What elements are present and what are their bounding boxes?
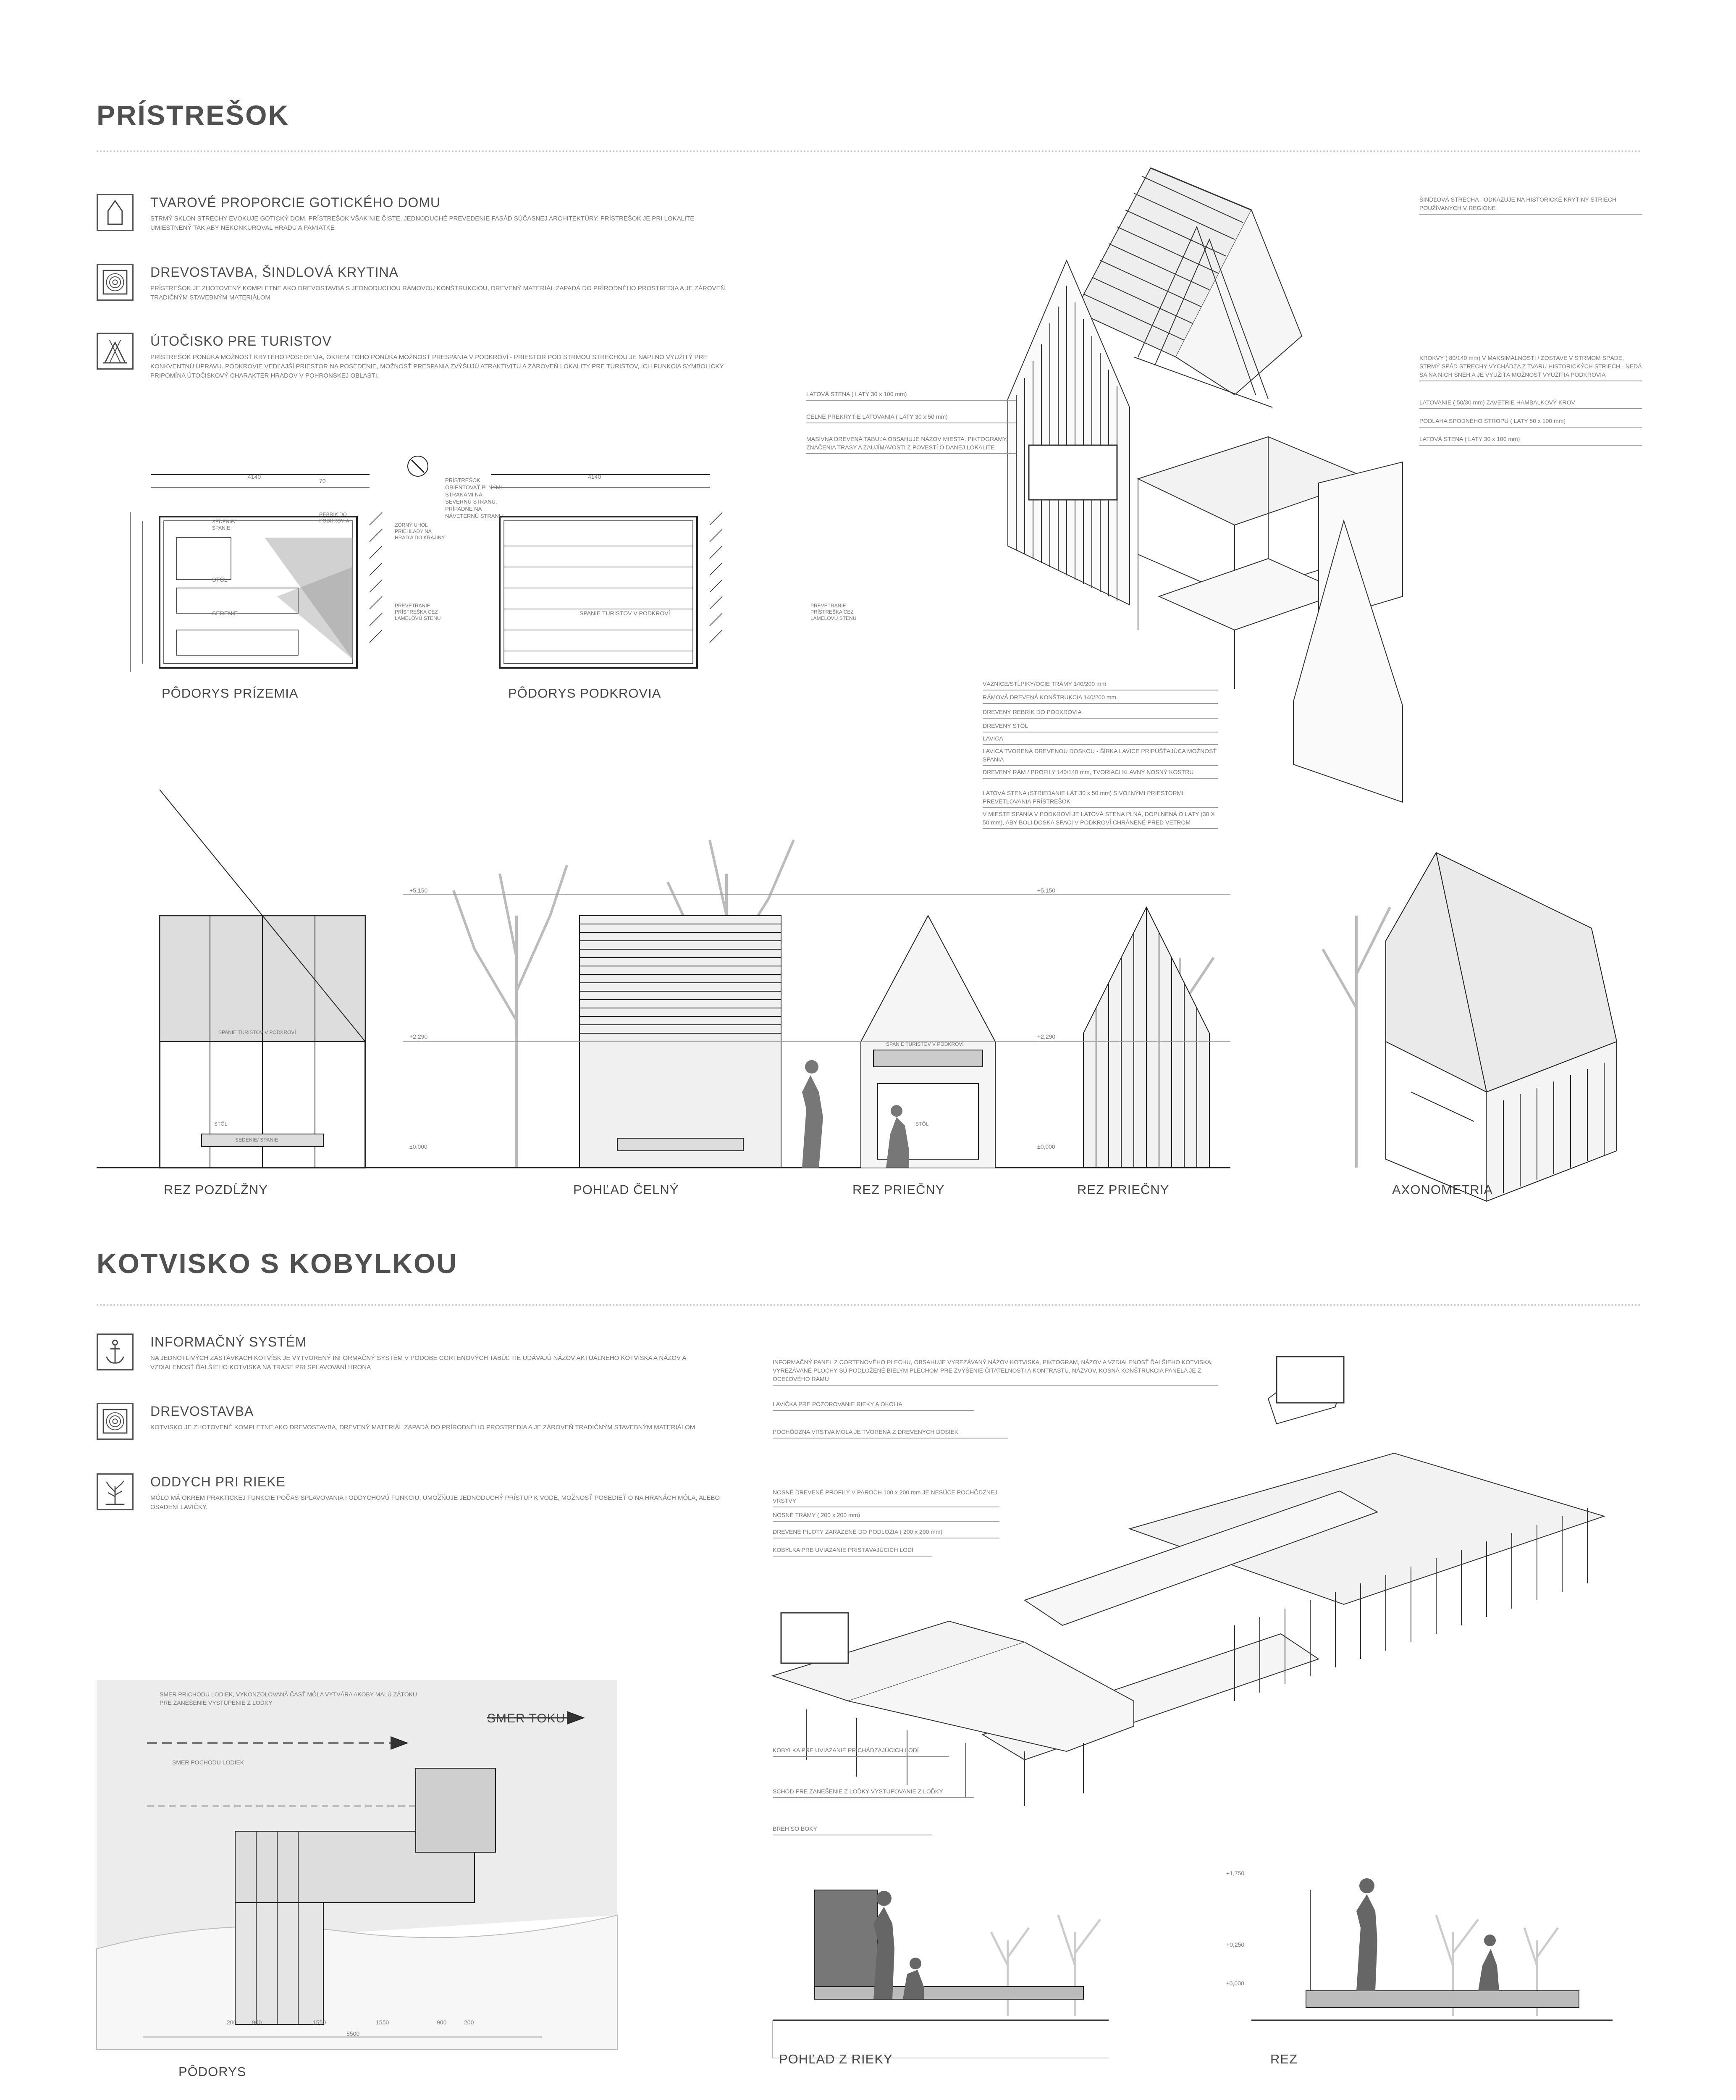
axon-label: LAVICA xyxy=(983,734,1218,745)
axon-label: LATOVÁ STENA ( LATY 30 x 100 mm) xyxy=(1419,435,1642,446)
label-bench: SEDENIE xyxy=(212,610,238,617)
feature-gothic-proportions xyxy=(97,194,722,249)
elev-label-bench: SEDENIE/ SPANIE xyxy=(235,1137,278,1143)
label-ventilation: PREVETRANIE PRÍSTREŠKA CEZ LAMELOVÚ STENU xyxy=(810,603,857,621)
shelter-elevations xyxy=(97,790,1650,1184)
section-divider xyxy=(97,1304,1642,1306)
caption-section-long: REZ POZDĹŽNY xyxy=(164,1182,268,1197)
dim-total: 4140 xyxy=(248,473,261,480)
plan-dim: 900 xyxy=(252,2019,262,2026)
tree-icon xyxy=(97,1473,134,1510)
mooring-axon-label: INFORMAČNÝ PANEL Z CORTENOVÉHO PLECHU, OBSAHUJE VYREZÁVANÝ NÁZOV KOTVISKA, PIKTOGRAM, NÁZOV A VZDIALENOSŤ ĎALŠIEHO KOTVISKA, VYREZÁVANÉ PLOCHY SÚ PODLOŽENÉ BIELYM PLECHOM PRE ZVÝŠENIE ČITATEĽNOSTI A KONTRASTU, NÁZVOV, KOSNÁ KONŠTRUKCIA PANELA JE Z OCEĽOVÉHO RÁMU xyxy=(773,1358,1218,1386)
plan-dim: 200 xyxy=(227,2019,237,2026)
plan-dim: 1550 xyxy=(313,2019,326,2026)
label-sleeping: SPANIE TURISTOV V PODKROVÍ xyxy=(580,610,670,617)
elev-mark-ground: ±0,000 xyxy=(409,1143,427,1150)
caption-cross-section: REZ PRIEČNY xyxy=(1077,1182,1170,1197)
mooring-views xyxy=(773,1865,1646,2058)
wood-rings-icon xyxy=(97,264,134,301)
axon-label: RÁMOVÁ DREVENÁ KONŠTRUKCIA 140/200 mm xyxy=(983,693,1218,704)
dim-edge: 70 xyxy=(319,478,326,484)
feature-title: INFORMAČNÝ SYSTÉM xyxy=(150,1334,307,1349)
mooring-axon-label: NOSNÉ TRÁMY ( 200 x 200 mm) xyxy=(773,1511,999,1522)
mooring-note-direction: SMER PRICHODU LODIEK, VYKONZOLOVANÁ ČASŤ MÓLA VYTVÁRA AKOBY MALÚ ZÁTOKU PRE ZANEŠENIE VYSTÚPENIE Z LOĎKY xyxy=(160,1691,417,1706)
feature-title: ODDYCH PRI RIEKE xyxy=(150,1474,286,1489)
caption-mooring-plan: PÔDORYS xyxy=(178,2064,247,2079)
caption-ground-plan: PÔDORYS PRÍZEMIA xyxy=(162,686,299,701)
section-title-mooring: KOTVISKO S KOBYLKOU xyxy=(97,1248,458,1279)
mooring-flow-direction: SMER TOKU xyxy=(487,1712,566,1725)
plan-dim-total: 5500 xyxy=(346,2030,360,2037)
axon-label: DREVENÝ RÁM / PROFILY 140/140 mm, TVORIACI KLAVNÝ NOSNÝ KOSTRU xyxy=(983,768,1218,779)
label-bench-seat: SEDENIE/ SPANIE xyxy=(212,519,236,531)
tent-icon xyxy=(97,333,134,370)
feature-desc: MÓLO MÁ OKREM PRAKTICKEJ FUNKCIE POČAS SPLAVOVANIA I ODDYCHOVÚ FUNKCIU, UMOŽŇUJE JEDNODUCHÝ PRÍSTUP K VODE, MOŽNOSŤ POSEDIEŤ O NA HRANÁCH MÓLA, ALEBO OSADENÍ LAVIČKY. xyxy=(150,1494,720,1511)
feature-desc: PRÍSTREŠOK JE ZHOTOVENÝ KOMPLETNE AKO DREVOSTAVBA S JEDNODUCHOU RÁMOVOU KONŠTRUKCIOU, DREVENÝ MATERIÁL ZAPADÁ DO PRÍRODNÉHO PROSTREDIA A JE ZÁROVEŇ TRADIČNÝM STAVEBNÝM MATERIÁLOM xyxy=(150,285,725,301)
feature-desc: PRÍSTREŠOK PONÚKA MOŽNOSŤ KRYTÉHO POSEDENIA, OKREM TOHO PONÚKA MOŽNOSŤ PRESPANIA V PODKROVÍ - PRIESTOR POD STRMOU STRECHOU JE NAPLNO VYUŽITÝ PRE KONKVENTNÚ ÚPRAVU. PODKROVIE VEDĽAJŠÍ PRIESTOR NA POSEDENIE, MOŽNOSŤ PRESPANIA ZVÝŠUJÚ ATRAKTIVITU A ZÁROVEŇ LOKALITY PRE TURISTOV, ICH FUNKCIA SYMBOLICKY PRIPOMÍNA ÚTOČISKOVÝ CHARAKTER HRADOV V POHRONSKEJ OBLASTI. xyxy=(150,354,724,379)
view-mark-mid: +0,250 xyxy=(1226,1941,1245,1948)
label-view-castle: ZORNÝ UHOL PRIEHĽADY NA HRAD A DO KRAJINY xyxy=(395,522,445,541)
feature-title: ÚTOČISKO PRE TURISTOV xyxy=(150,333,332,349)
mooring-walk-direction: SMER POCHODU LODIEK xyxy=(172,1759,244,1766)
feature-desc: KOTVISKO JE ZHOTOVENÉ KOMPLETNE AKO DREVOSTAVBA, DREVENÝ MATERIÁL ZAPADÁ DO PRÍRODNÉHO PROSTREDIA A JE ZÁROVEŇ TRADIČNÝM STAVEBNÝM MATERIÁLOM xyxy=(150,1424,695,1431)
caption-attic-plan: PÔDORYS PODKROVIA xyxy=(508,686,661,701)
feature-title: DREVOSTAVBA, ŠINDLOVÁ KRYTINA xyxy=(150,265,399,280)
mooring-axon-label: DREVENÉ PILOTY ZARAZENÉ DO PODLOŽIA ( 200 x 200 mm) xyxy=(773,1528,999,1538)
axon-label: LATOVÁ STENA (STRIEDANIE LÁT 30 x 50 mm) S VOĽNÝMI PRIESTORMI PREVETLOVANIA PRÍSTREŠOK xyxy=(983,789,1218,808)
axon-label: VÄZNICE/STĹPIKY/OCIE TRÁMY 140/200 mm xyxy=(983,680,1218,690)
caption-axonometry: AXONOMETRIA xyxy=(1392,1182,1493,1197)
elev-mark-mid: +2,290 xyxy=(409,1033,428,1040)
mooring-axon-label: KOBYLKA PRE UVIAZANIE PRICHÁDZAJÚCICH LODÍ xyxy=(773,1746,949,1757)
feature-refuge xyxy=(97,333,722,387)
caption-cross-section: REZ PRIEČNY xyxy=(852,1182,945,1197)
axon-label: MASÍVNA DREVENÁ TABUĽA OBSAHUJE NÁZOV MIESTA, PIKTOGRAMY, ZNAČENIA TRASY A ZAUJÍMAVOSTI Z POVESTÍ O DANEJ LOKALITE xyxy=(806,435,1016,454)
axon-label: DREVENÝ REBRÍK DO PODKROVIA xyxy=(983,708,1218,719)
house-outline-icon xyxy=(97,194,134,231)
elev-label-sleeping: SPANIE TURISTOV V PODKROVÍ xyxy=(886,1041,964,1047)
elev-label-table: STÔL xyxy=(214,1121,228,1127)
shelter-exploded-axonometry xyxy=(999,160,1419,756)
elev-mark-ground: ±0,000 xyxy=(1037,1143,1055,1150)
anchor-icon xyxy=(97,1334,134,1370)
mooring-axon-label: KOBYLKA PRE UVIAZANIE PRISTÁVAJÚCICH LODÍ xyxy=(773,1546,932,1557)
feature-desc: NA JEDNOTLIVÝCH ZASTÁVKACH KOTVÍSK JE VYTVORENÝ INFORMAČNÝ SYSTÉM V PODOBE CORTENOVÝCH TABÚĽ TIE UDÁVAJÚ NÁZOV AKTUÁLNEHO KOTVISKA A NÁZOV A VZDIALENOSŤ ĎALŠIEHO KOTVISKA NA TRASE PRI SPLAVOVANÍ HRONA xyxy=(150,1354,686,1371)
caption-mooring-section: REZ xyxy=(1270,2052,1298,2066)
elev-mark-top: +5,150 xyxy=(1037,887,1056,894)
view-mark-top: +1,750 xyxy=(1226,1870,1245,1877)
axon-label: ŠINDĽOVÁ STRECHA - ODKAZUJE NA HISTORICKÉ KRYTINY STRIECH POUŽÍVANÝCH V REGIÓNE xyxy=(1419,195,1642,215)
elev-label-sleeping: SPANIE TURISTOV V PODKROVÍ xyxy=(218,1029,296,1035)
axon-label: KROKVY ( 80/140 mm) V MAKSIMÁLNOSTI / ZOSTAVE V STRMOM SPÁDE, STRMÝ SPÁD STRECHY VYCHÁDZA Z TVARU HISTORICKÝCH STRIECH - NEDÁ SA NA NICH SNEH A JE VYUŽITÁ MOŽNOSŤ VYUŽITIA PODKROVIA xyxy=(1419,354,1642,381)
feature-title: TVAROVÉ PROPORCIE GOTICKÉHO DOMU xyxy=(150,195,441,210)
label-table: STÔL xyxy=(212,576,228,583)
caption-view-from-river: POHĽAD Z RIEKY xyxy=(779,2052,893,2066)
plan-dim: 900 xyxy=(437,2019,447,2026)
axon-label: PODLAHA SPODNÉHO STROPU ( LATY 50 x 100 mm) xyxy=(1419,417,1642,428)
feature-timber xyxy=(97,1403,722,1457)
axon-label: V MIESTE SPANIA V PODKROVÍ JE LATOVÁ STENA PLNÁ, DOPLNENÁ O LATY (30 X 50 mm), ABY BOLI DOSKA SPACI V PODKROVÍ CHRÁNENÉ PRED VETROM xyxy=(983,810,1218,829)
axon-label: LATOVANIE ( 50/30 mm) ZAVETRIE HAMBALKOVÝ KROV xyxy=(1419,398,1642,409)
elev-mark-top: +5,150 xyxy=(409,887,428,894)
mooring-axon-label: LAVIČKA PRE POZOROVANIE RIEKY A OKOLIA xyxy=(773,1400,974,1411)
mooring-axon-label: POCHÔDZNA VRSTVA MÓLA JE TVORENÁ Z DREVENÝCH DOSIEK xyxy=(773,1428,1008,1438)
mooring-axon-label: BREH SO BOKY xyxy=(773,1824,932,1835)
mooring-axon-label: NOSNÉ DREVENÉ PROFILY V PAROCH 100 x 200 mm JE NESÚCE POCHÔDZNEJ VRSTVY xyxy=(773,1488,999,1507)
label-ladder: REBRÍK DO PODKROVIA xyxy=(319,512,349,524)
plan-dim: 200 xyxy=(464,2019,474,2026)
elev-label-table: STÔL xyxy=(915,1121,929,1127)
caption-front-view: POHĽAD ČELNÝ xyxy=(573,1182,679,1197)
feature-info-system xyxy=(97,1334,722,1388)
elev-mark-mid: +2,290 xyxy=(1037,1033,1056,1040)
section-title-shelter: PRÍSTREŠOK xyxy=(97,100,290,131)
section-divider xyxy=(97,150,1642,152)
axon-label: LAVICA TVORENÁ DREVENOU DOSKOU - ŠÍRKA LAVICE PRIPÚŠŤAJÚCA MOŽNOSŤ SPANIA xyxy=(983,747,1218,766)
wood-rings-icon xyxy=(97,1403,134,1440)
dim-total: 4140 xyxy=(588,473,601,480)
feature-desc: STRMÝ SKLON STRECHY EVOKUJE GOTICKÝ DOM, PRÍSTREŠOK VŠAK NIE ČISTE, JEDNODUCHÉ PREVEDENIE FASÁD SÚČASNEJ ARCHITEKTÚRY. PRÍSTREŠOK JE PRI LOKALITE UMIESTNENÝ TAK ABY NEKONKUROVAL HRADU A PAMIATKE xyxy=(150,215,695,231)
view-mark-ground: ±0,000 xyxy=(1226,1980,1244,1987)
feature-title: DREVOSTAVBA xyxy=(150,1404,254,1419)
feature-rest xyxy=(97,1473,722,1528)
axon-label: ČELNÉ PREKRYTIE LATOVANIA ( LATY 30 x 50 mm) xyxy=(806,412,1016,423)
feature-timber xyxy=(97,264,725,318)
label-ventilation: PREVETRANIE PRÍSTREŠKA CEZ LAMELOVÚ STENU xyxy=(395,603,441,621)
mooring-axon-label: SCHOD PRE ZANEŠENIE Z LOĎKY VYSTUPOVANIE Z LOĎKY xyxy=(773,1787,974,1798)
plan-dim: 1550 xyxy=(376,2019,389,2026)
mooring-plan xyxy=(97,1680,617,2050)
axon-label: DREVENÝ STÔL xyxy=(983,722,1218,732)
note-orientation: PRÍSTREŠOK ORIENTOVAŤ PLNÝMI STRANAMI NA SEVERNÚ STRANU, PRÍPADNE NA NÁVETERNÚ STRANU xyxy=(445,477,503,519)
axon-label: LATOVÁ STENA ( LATY 30 x 100 mm) xyxy=(806,390,1016,401)
